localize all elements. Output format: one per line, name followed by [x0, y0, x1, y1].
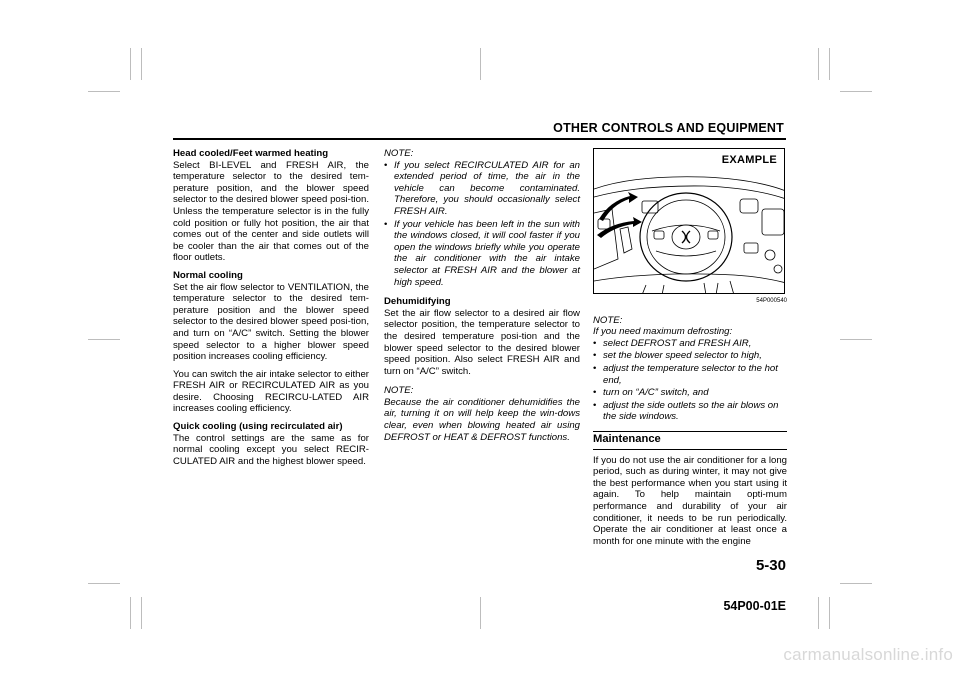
header-rule: [173, 138, 786, 140]
note-list-defrost: [593, 338, 787, 423]
dashboard-drawing: [594, 149, 785, 294]
crop-mark: [130, 48, 131, 80]
figure-code: 54P000540: [756, 298, 787, 304]
crop-mark: [480, 597, 481, 629]
section-title-maintenance: Maintenance: [593, 431, 787, 450]
crop-mark: [818, 48, 819, 80]
crop-mark: [818, 597, 819, 629]
crop-mark: [141, 48, 142, 80]
column-1: [173, 148, 369, 473]
heading-quick-cooling: Quick cooling (using recirculated air): [173, 421, 343, 433]
crop-mark: [141, 597, 142, 629]
note-item: • set the blower speed selector to high,: [593, 350, 787, 362]
heading-head-feet: Head cooled/Feet warmed heating: [173, 148, 329, 159]
crop-mark: [829, 597, 830, 629]
crop-mark: [130, 597, 131, 629]
note-label: NOTE:: [593, 314, 623, 326]
paragraph-air-intake: You can switch the air intake selector to either FRESH AIR or RECIRCULATED AIR as you desire. Choosing RECIRCU-LATED AIR increases cooling efficiency.: [173, 368, 369, 415]
crop-mark: [480, 48, 481, 80]
note-label: NOTE:: [384, 385, 414, 397]
text-head-feet: Select BI-LEVEL and FRESH AIR, the temperature selector to the desired tem-perature position, and the blower speed selector to the desired blower speed posi-tion. Unless the temperature selector is in the fully cold position or fully hot position, the air that comes out of the center and side outlets will be cooler than the air that comes out of the floor outlets.: [173, 159, 369, 264]
crop-mark: [88, 583, 120, 584]
figure-label: EXAMPLE: [721, 154, 777, 166]
note-item: • turn on “A/C” switch, and: [593, 387, 787, 399]
heading-dehumidifying: Dehumidifying: [384, 296, 451, 308]
running-header: OTHER CONTROLS AND EQUIPMENT: [553, 121, 784, 135]
paragraph-maintenance: If you do not use the air conditioner for a long period, such as during winter, it may not give the best performance when you start using it again. To help maintain opti-mum performance and durability of your air conditioner, it needs to be run periodically. Operate the air conditioner at least once a month for one minute with the engine: [593, 454, 787, 547]
text-dehumidifying: Set the air flow selector to a desired air flow selector position, the temperature selector to the desired temperature posi-tion and the blower speed selector to the desired blower speed position. Also select FRESH AIR and turn on “A/C” switch.: [384, 307, 580, 377]
page-number: 5-30: [755, 557, 786, 574]
note-item: • adjust the temperature selector to the hot end,: [593, 363, 787, 386]
heading-normal-cooling: Normal cooling: [173, 269, 243, 281]
paragraph-head-feet: [173, 148, 369, 264]
note-list-recirculation: [384, 160, 580, 289]
paragraph-quick-cooling: [173, 421, 369, 467]
crop-mark: [840, 583, 872, 584]
note-item: • select DEFROST and FRESH AIR,: [593, 338, 787, 350]
paragraph-dehumidifying: [384, 296, 580, 377]
column-3: [593, 148, 787, 553]
text-quick-cooling: The control settings are the same as for normal cooling except you select RECIR-CULATED AIR and the highest blower speed.: [173, 432, 369, 467]
crop-mark: [840, 339, 872, 340]
crop-mark: [840, 91, 872, 92]
note-intro: If you need maximum defrosting:: [593, 326, 733, 338]
crop-mark: [829, 48, 830, 80]
note-text-dehumidify: Because the air conditioner dehumidifies the air, turning it on will help keep the win-dows clear, even when blowing heated air using DEFROST or HEAT & DEFROST functions.: [384, 396, 580, 443]
note-item: • If your vehicle has been left in the sun with the windows closed, it will cool faster if you open the windows briefly while you operate the air conditioner with the air intake selector at FRESH AIR and the blower at high speed.: [384, 219, 580, 289]
paragraph-normal-cooling: [173, 270, 369, 363]
watermark: carmanualsonline.info: [783, 645, 953, 664]
document-code: 54P00-01E: [723, 599, 786, 613]
note-label: NOTE:: [384, 148, 414, 159]
text-normal-cooling: Set the air flow selector to VENTILATION, the temperature selector to the desired tem-perature position and the blower speed selector to the desired blower speed posi-tion, and turn on “A/C” switch. Setting the blower speed selector to a higher blower speed position increases cooling efficiency.: [173, 281, 369, 363]
note-item: • adjust the side outlets so the air blows on the side windows.: [593, 400, 787, 423]
crop-mark: [88, 91, 120, 92]
crop-mark: [88, 339, 120, 340]
dashboard-illustration: [593, 148, 785, 294]
column-2: [384, 148, 580, 449]
note-item: • If you select RECIRCULATED AIR for an extended period of time, the air in the vehicle can become contaminated. Therefore, you should occasionally select FRESH AIR.: [384, 160, 580, 218]
